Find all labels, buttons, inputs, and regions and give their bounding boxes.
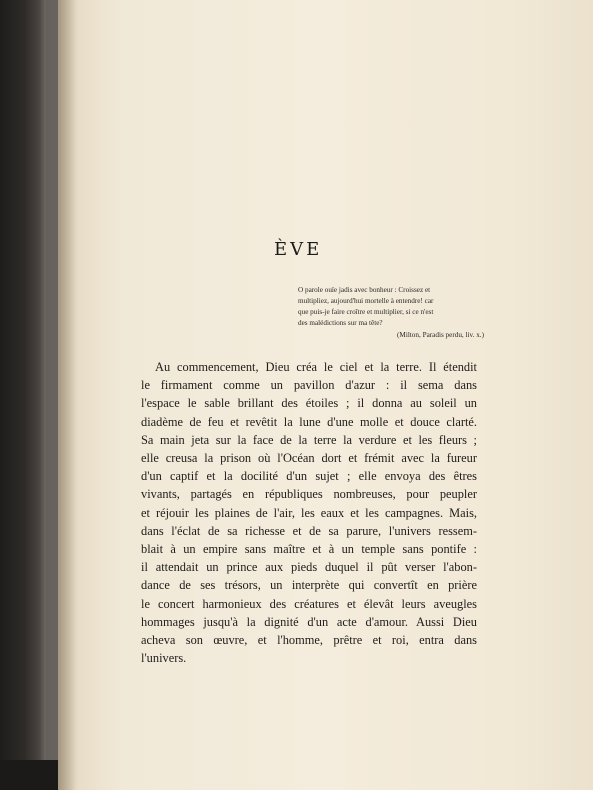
body-line: d'un captif et la docilité d'un sujet ; elle envoya des êtres xyxy=(141,469,477,484)
body-line: elle creusa la prison où l'Océan dort et frémit avec la fureur xyxy=(141,451,477,466)
epigraph-line: multipliez, aujourd'hui mortelle à entendre! car xyxy=(298,297,434,305)
body-paragraph xyxy=(141,358,477,667)
epigraph-line: des malédictions sur ma tête? xyxy=(298,319,383,327)
body-line: dans l'éclat de sa richesse et de sa parure, l'univers ressem- xyxy=(141,523,477,538)
body-line: le firmament comme un pavillon d'azur : il sema dans xyxy=(141,378,477,393)
epigraph-attribution: (Milton, Paradis perdu, liv. x.) xyxy=(397,331,484,339)
epigraph-line: O parole ouïe jadis avec bonheur : Croissez et xyxy=(298,286,431,294)
body-line: vivants, partagés en républiques nombreuses, pour peupler xyxy=(141,487,477,502)
epigraph xyxy=(298,285,484,341)
body-line: Sa main jeta sur la face de la terre la verdure et les fleurs ; xyxy=(141,432,477,447)
epigraph-line: que puis-je faire croître et multiplier, si ce n'est xyxy=(298,308,434,316)
body-line: l'univers. xyxy=(141,651,187,666)
body-line: et réjouir les plaines de l'air, les eaux et les campagnes. Mais, xyxy=(141,505,477,520)
chapter-title: ÈVE xyxy=(274,239,323,260)
body-line: le concert harmonieux des créatures et élevât leurs aveugles xyxy=(141,596,477,611)
body-line: il attendait un prince aux pieds duquel il pût verser l'abon- xyxy=(141,560,477,575)
body-line: l'espace le sable brillant des étoiles ; il donna au soleil un xyxy=(141,396,477,411)
page-gutter-shadow xyxy=(58,0,76,790)
body-line: diadème de feu et revêtit la lune d'une molle et douce clarté. xyxy=(141,414,477,429)
body-line: blait à un empire sans maître et à un temple sans pontife : xyxy=(141,542,477,557)
body-line: hommages jusqu'à la dignité d'un acte d'amour. Aussi Dieu xyxy=(141,614,477,629)
body-line: Au commencement, Dieu créa le ciel et la terre. Il étendit xyxy=(155,360,477,374)
body-line: acheva son œuvre, et l'homme, prêtre et roi, entra dans xyxy=(141,633,477,648)
book-cover-edge xyxy=(0,0,46,790)
body-line: dance de ses trésors, un interprète qui convertît en prière xyxy=(141,578,477,593)
